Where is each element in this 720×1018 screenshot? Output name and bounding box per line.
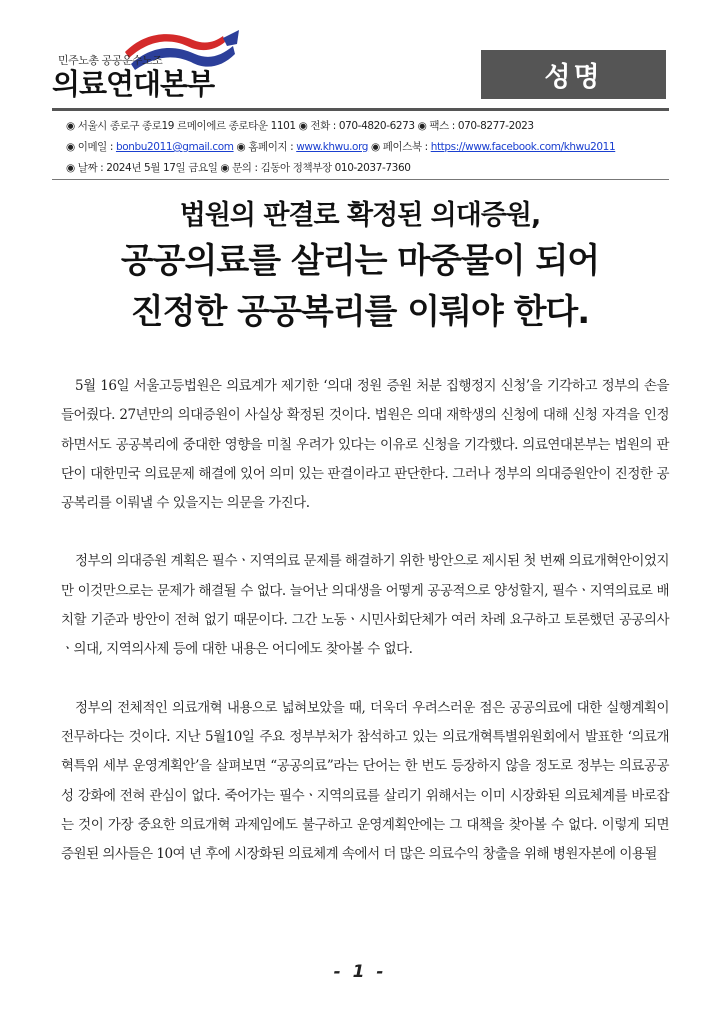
letterhead (0, 0, 720, 174)
title-line-1: 법원의 판결로 확정된 의대증원, (179, 200, 541, 231)
email-label: ◉ 이메일 : (66, 141, 116, 153)
date-contact-line: ◉ 날짜 : 2024년 5월 17일 금요일 ◉ 문의 : 김동아 정책부장 010-2037-7360 (66, 162, 411, 174)
paragraph-2: 정부의 의대증원 계획은 필수ㆍ지역의료 문제를 해결하기 위한 방안으로 제시된 첫 번째 의료개혁안이었지만 이것만으로는 문제가 해결될 수 없다. 늘어난 의대생을 어떻게 공공적으로 양성할지, 필수ㆍ지역의료로 배치할 기준과 방안이 전혀 없기 때문이다. 그간 노동ㆍ시민사회단체가 여러 차례 요구하고 토론했던 공공의사ㆍ의대, 지역의사제 등에 대한 내용은 어디에도 찾아볼 수 없다. (61, 553, 669, 658)
facebook-link[interactable]: https://www.facebook.com/khwu2011 (430, 141, 616, 153)
paragraph-1: 5월 16일 서울고등법원은 의료계가 제기한 ‘의대 정원 증원 처분 집행정지 신청’을 기각하고 정부의 손을 들어줬다. 27년만의 의대증원이 사실상 확정된 것이다. 법원은 의대 재학생의 신청에 대해 신청 자격을 인정하면서도 공공복리에 중대한 영향을 미칠 우려가 있다는 이유로 신청을 기각했다. 의료연대본부는 법원의 판단이 대한민국 의료문제 해결에 있어 의미 있는 판결이라고 판단한다. 그러나 정부의 의대증원안이 진정한 공공복리를 이뤄낼 수 있을지는 의문을 가진다. (61, 378, 669, 512)
statement-body (61, 372, 669, 898)
homepage-label: ◉ 홈페이지 : (233, 141, 297, 153)
title-line-3: 진정한 공공복리를 이뤄야 한다. (130, 292, 590, 332)
page-number: - 1 - (333, 962, 387, 982)
statement-badge: 성명 (481, 50, 666, 99)
email-link[interactable]: bonbu2011@gmail.com (115, 141, 234, 153)
homepage-link[interactable]: www.khwu.org (296, 141, 369, 153)
contact-info (66, 116, 676, 179)
address-line: ◉ 서울시 종로구 종로19 르메이에르 종로타운 1101 ◉ 전화 : 070-4820-6273 ◉ 팩스 : 070-8277-2023 (66, 120, 534, 132)
web-contact-line (66, 137, 676, 158)
title-line-2: 공공의료를 살리는 마중물이 되어 (120, 241, 600, 281)
contact-divider (52, 179, 669, 180)
statement-title (40, 196, 680, 338)
org-name-logo: 의료연대본부 (52, 67, 215, 101)
paragraph-3: 정부의 전체적인 의료개혁 내용으로 넓혀보았을 때, 더욱더 우려스러운 점은 공공의료에 대한 실행계획이 전무하다는 것이다. 지난 5월10일 주요 정부부처가 참석하고 있는 의료개혁특별위원회에서 발표한 ‘의료개혁특위 세부 운영계획안’을 살펴보면 “공공의료”라는 단어는 한 번도 등장하지 않을 정도로 정부는 의료공공성 강화에 전혀 관심이 없다. 죽어가는 필수ㆍ지역의료를 살리기 위해서는 이미 시장화된 의료체계를 바로잡는 것이 가장 중요한 의료개혁 과제임에도 불구하고 운영계획안에는 그 대책을 찾아볼 수 없다. 이렇게 되면 증원된 의사들은 10여 년 후에 시장화된 의료체계 속에서 더 많은 의료수익 창출을 위해 병원자본에 이용될 (61, 699, 669, 863)
header-divider (52, 108, 669, 111)
facebook-label: ◉ 페이스북 : (368, 141, 431, 153)
union-name-small: 민주노총 공공운수노조 (58, 54, 163, 67)
